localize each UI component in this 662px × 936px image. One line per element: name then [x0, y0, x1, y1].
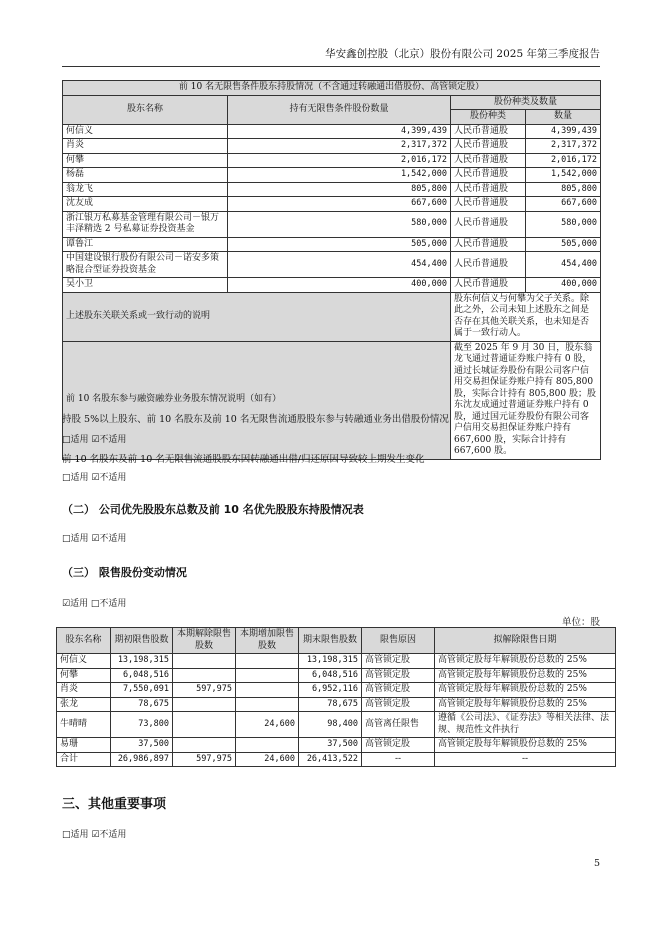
cell: 高管锁定股 — [362, 668, 435, 683]
share-type: 人民币普通股 — [451, 168, 526, 183]
paragraph-lending-change: 前 10 名股东及前 10 名无限售流通股股东因转融通出借/归还原因导致较上期发生变化 — [62, 454, 425, 465]
shareholder-name: 何攀 — [63, 153, 228, 168]
col-header-qty: 持有无限售条件股份数量 — [228, 95, 451, 124]
cell: 26,413,522 — [299, 752, 362, 767]
share-type: 人民币普通股 — [451, 237, 526, 252]
table-header-row — [57, 628, 616, 654]
col-header: 本期解除限售股数 — [173, 628, 236, 654]
paragraph-securities-lending: 持股 5%以上股东、前 10 名股东及前 10 名无限售流通股股东参与转融通业务出借股份情况 — [62, 414, 449, 425]
share-count: 2,016,172 — [526, 153, 601, 168]
table-row — [63, 237, 601, 252]
share-type: 人民币普通股 — [451, 278, 526, 293]
relation-text: 股东何信义与何攀为父子关系。除此之外，公司未知上述股东之间是否存在其他关联关系，也未知是否属于一致行动人。 — [451, 292, 601, 341]
table-row — [63, 153, 601, 168]
table-row — [63, 197, 601, 212]
cell: 6,048,516 — [111, 668, 173, 683]
cell — [173, 738, 236, 753]
cell: 高管离任限售 — [362, 712, 435, 738]
cell: 遵循《公司法》、《证券法》等相关法律、法规、规范性文件执行 — [435, 712, 616, 738]
cell: 高管锁定股每年解锁股份总数的 25% — [435, 697, 616, 712]
cell: -- — [435, 752, 616, 767]
col-header: 限售原因 — [362, 628, 435, 654]
shares-qty: 667,600 — [228, 197, 451, 212]
applicability-check-4: ☑适用 □不适用 — [62, 599, 127, 609]
share-count: 454,400 — [526, 252, 601, 278]
page-number: 5 — [593, 858, 600, 869]
section-restricted-shares: （三） 限售股份变动情况 — [62, 566, 187, 579]
cell: 合计 — [57, 752, 111, 767]
table-row — [57, 654, 616, 669]
cell — [236, 697, 299, 712]
cell: -- — [362, 752, 435, 767]
cell: 高管锁定股每年解锁股份总数的 25% — [435, 668, 616, 683]
table-row — [57, 712, 616, 738]
cell — [173, 654, 236, 669]
unit-label: 单位：股 — [561, 617, 600, 628]
cell: 何信义 — [57, 654, 111, 669]
unrestricted-shareholders-table — [62, 80, 601, 460]
applicability-check-1: □适用 ☑不适用 — [62, 435, 127, 445]
cell — [173, 712, 236, 738]
cell — [236, 738, 299, 753]
cell: 6,952,116 — [299, 683, 362, 698]
share-type: 人民币普通股 — [451, 197, 526, 212]
cell: 98,400 — [299, 712, 362, 738]
table-row — [63, 139, 601, 154]
shareholder-name: 浙江银万私募基金管理有限公司－银万丰泽精选 2 号私募证券投资基金 — [63, 211, 228, 237]
applicability-check-5: □适用 ☑不适用 — [62, 830, 127, 840]
share-type: 人民币普通股 — [451, 124, 526, 139]
applicability-check-3: □适用 ☑不适用 — [62, 534, 127, 544]
cell: 597,975 — [173, 683, 236, 698]
col-header-name: 股东名称 — [63, 95, 228, 124]
cell: 高管锁定股 — [362, 654, 435, 669]
cell: 73,800 — [111, 712, 173, 738]
cell — [236, 654, 299, 669]
table-caption: 前 10 名无限售条件股东持股情况（不含通过转融通出借股份、高管锁定股） — [63, 81, 601, 96]
restricted-shares-table — [56, 627, 616, 767]
margin-label: 前 10 名股东参与融资融券业务股东情况说明（如有） — [63, 341, 451, 459]
shareholder-name: 沈友成 — [63, 197, 228, 212]
col-header: 期初限售股数 — [111, 628, 173, 654]
cell: 37,500 — [111, 738, 173, 753]
shares-qty: 505,000 — [228, 237, 451, 252]
cell: 易珊 — [57, 738, 111, 753]
section-other-matters: 三、其他重要事项 — [62, 797, 167, 812]
cell: 肖炎 — [57, 683, 111, 698]
report-title: 华安鑫创控股（北京）股份有限公司 2025 年第三季度报告 — [325, 48, 600, 60]
cell: 7,550,091 — [111, 683, 173, 698]
shares-qty: 2,016,172 — [228, 153, 451, 168]
shares-qty: 2,317,372 — [228, 139, 451, 154]
col-header: 本期增加限售股数 — [236, 628, 299, 654]
shareholder-name: 谭鲁江 — [63, 237, 228, 252]
table-row — [63, 124, 601, 139]
cell: 13,198,315 — [111, 654, 173, 669]
share-count: 4,399,439 — [526, 124, 601, 139]
relation-label: 上述股东关联关系或一致行动的说明 — [63, 292, 451, 341]
cell — [236, 683, 299, 698]
margin-text: 截至 2025 年 9 月 30 日，股东翁龙飞通过普通证券账户持有 0 股，通过长城证券股份有限公司客户信用交易担保证券账户持有 805,800 股，实际合计持有 805,800 股；股东沈友成通过普通证券账户持有 0 股，通过国元证券股份有限公司客户信用交易担保证券账户持有 667,600 股，实际合计持有 667,600 股。 — [451, 341, 601, 459]
table-row — [63, 252, 601, 278]
share-type: 人民币普通股 — [451, 153, 526, 168]
cell: 597,975 — [173, 752, 236, 767]
cell — [236, 668, 299, 683]
cell: 牛晴晴 — [57, 712, 111, 738]
page-header — [62, 46, 600, 67]
share-type: 人民币普通股 — [451, 252, 526, 278]
cell: 高管锁定股每年解锁股份总数的 25% — [435, 738, 616, 753]
shareholder-name: 何信义 — [63, 124, 228, 139]
share-count: 805,800 — [526, 182, 601, 197]
cell: 13,198,315 — [299, 654, 362, 669]
cell: 高管锁定股每年解锁股份总数的 25% — [435, 654, 616, 669]
share-type: 人民币普通股 — [451, 139, 526, 154]
cell: 26,986,897 — [111, 752, 173, 767]
col-header-type-group: 股份种类及数量 — [451, 95, 601, 110]
table-row — [57, 683, 616, 698]
cell: 高管锁定股 — [362, 697, 435, 712]
cell — [173, 697, 236, 712]
col-header-type: 股份种类 — [451, 110, 526, 125]
table-row — [57, 738, 616, 753]
share-count: 667,600 — [526, 197, 601, 212]
cell: 6,048,516 — [299, 668, 362, 683]
cell: 张龙 — [57, 697, 111, 712]
table-row — [63, 211, 601, 237]
share-count: 505,000 — [526, 237, 601, 252]
shares-qty: 580,000 — [228, 211, 451, 237]
share-count: 1,542,000 — [526, 168, 601, 183]
cell: 何攀 — [57, 668, 111, 683]
relation-row — [63, 292, 601, 341]
shareholder-name: 肖炎 — [63, 139, 228, 154]
margin-row — [63, 341, 601, 459]
cell: 高管锁定股 — [362, 683, 435, 698]
shareholder-name: 吴小卫 — [63, 278, 228, 293]
share-count: 400,000 — [526, 278, 601, 293]
shares-qty: 454,400 — [228, 252, 451, 278]
cell: 37,500 — [299, 738, 362, 753]
col-header: 股东名称 — [57, 628, 111, 654]
share-count: 2,317,372 — [526, 139, 601, 154]
cell: 高管锁定股每年解锁股份总数的 25% — [435, 683, 616, 698]
cell: 78,675 — [299, 697, 362, 712]
cell — [173, 668, 236, 683]
col-header: 期末限售股数 — [299, 628, 362, 654]
table-row — [63, 168, 601, 183]
shares-qty: 400,000 — [228, 278, 451, 293]
share-type: 人民币普通股 — [451, 211, 526, 237]
shares-qty: 805,800 — [228, 182, 451, 197]
section-preferred-shares: （二） 公司优先股股东总数及前 10 名优先股股东持股情况表 — [62, 503, 364, 516]
cell: 高管锁定股 — [362, 738, 435, 753]
cell: 24,600 — [236, 712, 299, 738]
share-type: 人民币普通股 — [451, 182, 526, 197]
shares-qty: 4,399,439 — [228, 124, 451, 139]
col-header: 拟解除限售日期 — [435, 628, 616, 654]
table-row — [63, 182, 601, 197]
shareholder-name: 翁龙飞 — [63, 182, 228, 197]
total-row — [57, 752, 616, 767]
share-count: 580,000 — [526, 211, 601, 237]
shares-qty: 1,542,000 — [228, 168, 451, 183]
col-header-count: 数量 — [526, 110, 601, 125]
shareholder-name: 杨磊 — [63, 168, 228, 183]
cell: 78,675 — [111, 697, 173, 712]
shareholder-name: 中国建设银行股份有限公司－诺安多策略混合型证券投资基金 — [63, 252, 228, 278]
table-row — [57, 668, 616, 683]
applicability-check-2: □适用 ☑不适用 — [62, 473, 127, 483]
cell: 24,600 — [236, 752, 299, 767]
table-row — [63, 278, 601, 293]
table-row — [57, 697, 616, 712]
